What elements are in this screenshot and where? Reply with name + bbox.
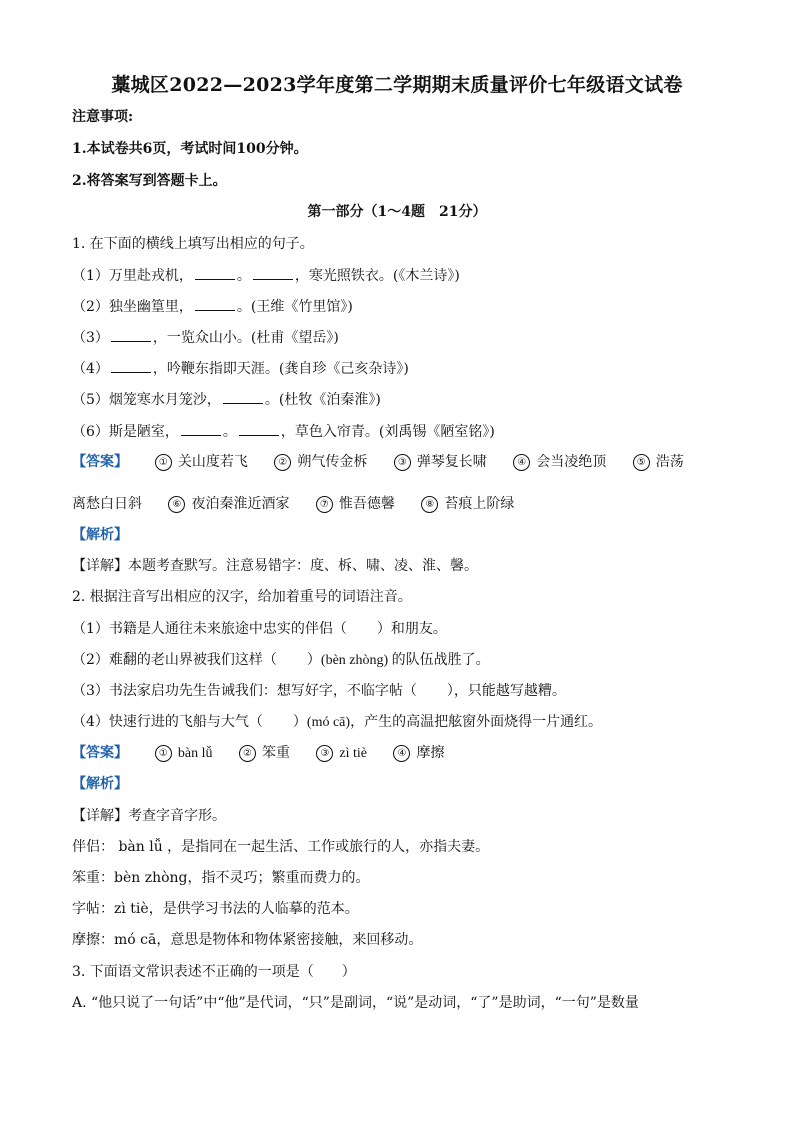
fill-blank[interactable] [195,265,235,280]
answer-item: ③ zì tiè [316,743,367,764]
fill-blank[interactable] [253,265,293,280]
q2-analysis-tag: 【解析】 [72,776,128,792]
q2-explanation-4: 摩擦：mó cā，意思是物体和物体紧密接触，来回移动。 [72,932,423,948]
part-heading: 第一部分（1～4题 21分） [307,204,487,220]
fill-blank[interactable] [223,389,263,404]
notice-heading: 注意事项: [72,109,134,125]
notice-item-1: 1.本试卷共6页，考试时间100分钟。 [72,141,308,157]
answer-item: ② 笨重 [239,743,290,763]
fill-blank[interactable] [195,296,235,311]
answer-item: ⑧ 苔痕上阶绿 [421,494,514,514]
notice-item-2: 2.将答案写到答题卡上。 [72,173,227,189]
q1-item-1: （1）万里赴戎机， 。 ，寒光照铁衣。(《木兰诗》) [72,265,724,286]
fill-blank[interactable] [111,327,151,342]
answer-item: ④ 会当凌绝顶 [513,452,606,472]
q1-item-4: （4） ，吟鞭东指即天涯。(龚自珍《己亥杂诗》) [72,358,724,379]
q1-answer-line-1 [72,452,724,472]
q2-item-4: （4）快速行进的飞船与大气（ ）(mó cā)，产生的高温把舷窗外面烧得一片通红。 [72,714,603,730]
q2-item-1: （1）书籍是人通往未来旅途中忠实的伴侣（ ）和朋友。 [72,621,447,637]
q2-explanation-2: 笨重：bèn zhòng，指不灵巧；繁重而费力的。 [72,870,370,886]
answer-item: ⑤ 浩荡 [633,452,684,472]
q1-answer-line-2 [72,494,724,514]
answer-item: ③ 弹琴复长啸 [394,452,487,472]
answer-item: ① 关山度若飞 [155,452,248,472]
q1-stem: 1. 在下面的横线上填写出相应的句子。 [72,236,314,252]
q2-explanation-3: 字帖：zì tiè，是供学习书法的人临摹的范本。 [72,901,359,917]
answer-item: ④ 摩擦 [393,743,444,763]
q3-stem: 3. 下面语文常识表述不正确的一项是（ ） [72,964,356,980]
q1-analysis-tag: 【解析】 [72,527,128,543]
q2-item-3: （3）书法家启功先生告诫我们：想写好字，不临字帖（ ），只能越写越糟。 [72,683,566,699]
q1-detail: 【详解】本题考查默写。注意易错字：度、柝、啸、凌、淮、馨。 [72,558,478,574]
answer-tag: 【答案】 [72,454,128,470]
fill-blank[interactable] [111,358,151,373]
q1-item-6: （6）斯是陋室， 。 ，草色入帘青。(刘禹锡《陋室铭》) [72,421,724,442]
q2-item-2: （2）难翻的老山界被我们这样（ ）(bèn zhòng) 的队伍战胜了。 [72,652,490,668]
answer-item: ⑦ 惟吾德馨 [316,494,395,514]
q1-item-2: （2）独坐幽篁里， 。(王维《竹里馆》) [72,296,724,317]
answer-item: ⑥ 夜泊秦淮近酒家 [168,494,289,514]
q2-detail: 【详解】考查字音字形。 [72,808,226,824]
answer-item: ② 朔气传金柝 [274,452,367,472]
answer-item: 离愁白日斜 [72,496,142,512]
exam-title: 藁城区2022—2023学年度第二学期期末质量评价七年级语文试卷 [111,74,683,96]
answer-tag: 【答案】 [72,745,128,761]
answer-item: ① bàn lǚ [155,743,213,764]
q3-option-a: A. “他只说了一句话”中“他”是代词，“只”是副词，“说”是动词，“了”是助词，“一句”是数量 [72,995,639,1011]
q1-item-5: （5）烟笼寒水月笼沙， 。(杜牧《泊秦淮》) [72,389,724,410]
q2-answer-line [72,743,724,764]
q2-explanation-1: 伴侣： bàn lǚ ，是指同在一起生活、工作或旅行的人，亦指夫妻。 [72,839,490,855]
q1-item-3: （3） ，一览众山小。(杜甫《望岳》) [72,327,724,348]
fill-blank[interactable] [239,421,279,436]
q2-stem: 2. 根据注音写出相应的汉字，给加着重号的词语注音。 [72,589,412,605]
fill-blank[interactable] [181,421,221,436]
